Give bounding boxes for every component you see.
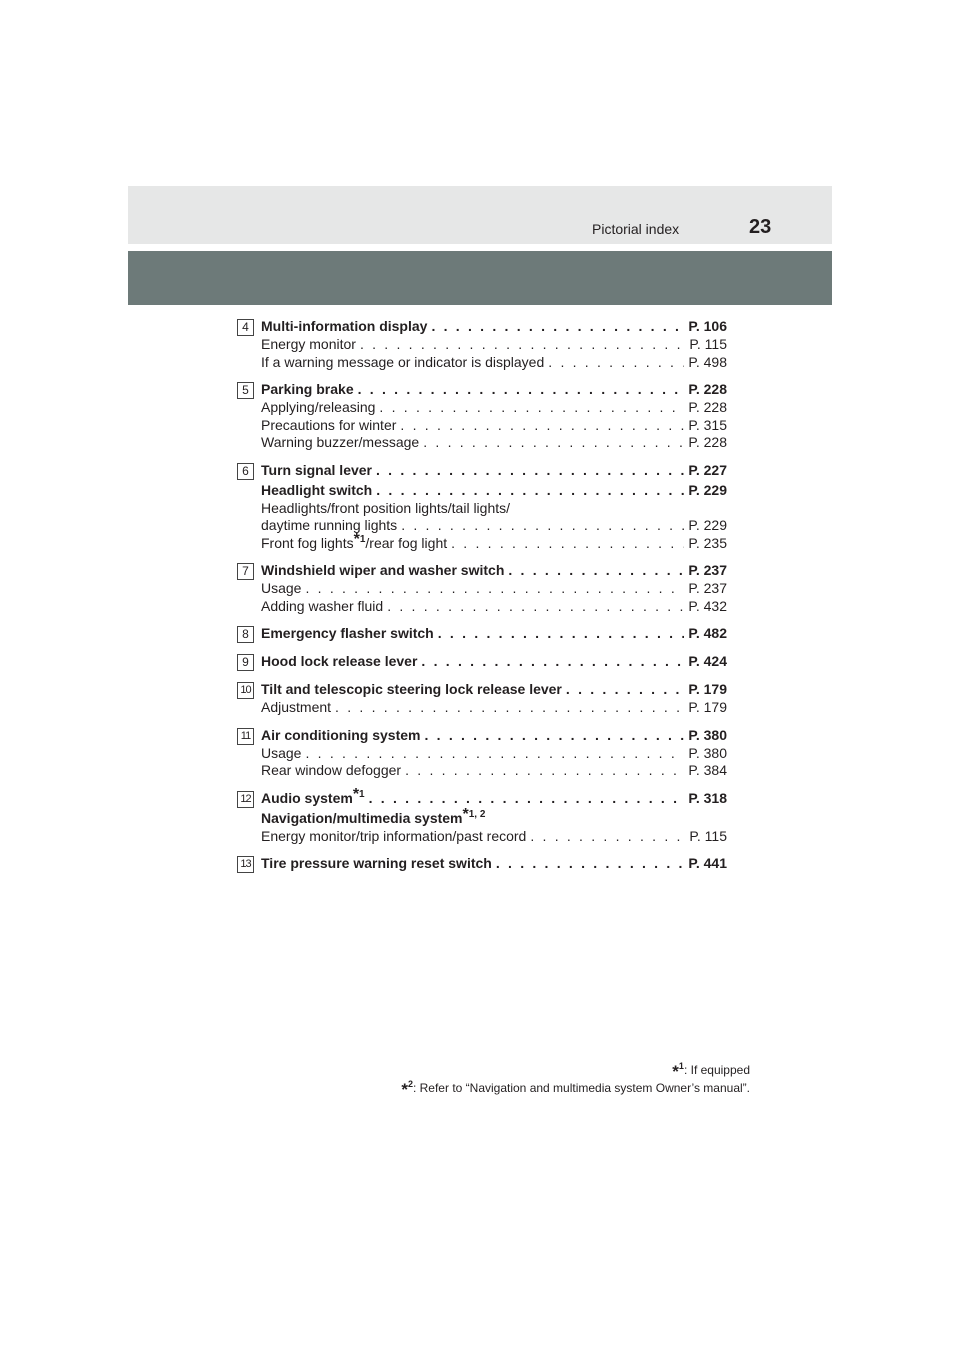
entry-text: Adding washer fluid [261,597,384,614]
entry-label [261,828,526,846]
callout-number: 8 [237,626,254,643]
callout-number: 10 [237,682,254,699]
dot-leader [360,336,685,354]
page-reference[interactable]: P. 424 [688,653,727,669]
dot-leader [335,699,684,717]
page-reference[interactable]: P. 115 [689,827,727,844]
entry-label [261,480,372,500]
footnote-ref: *1 [353,530,366,548]
entry-label [261,725,420,745]
page-reference[interactable]: P. 228 [688,381,727,397]
callout-number: 12 [237,791,254,808]
entry-label [261,580,301,598]
entry-text: Front fog lights [261,534,354,551]
page-reference[interactable]: P. 482 [688,625,727,641]
entry-label [261,460,372,480]
entry-text: Navigation/multimedia system [261,809,463,826]
entry-text: Usage [261,744,302,761]
section-title: Pictorial index [592,221,680,237]
dot-leader [387,598,684,616]
index-entry[interactable] [261,805,727,828]
entry-label [261,434,419,452]
index-group [237,316,727,371]
page-reference[interactable]: P. 115 [689,336,727,352]
dot-leader [530,828,685,846]
index-group [237,725,727,780]
index-group [237,460,727,553]
index-entry[interactable] [261,354,727,372]
entry-text: Adjustment [261,699,332,715]
index-entry[interactable] [261,828,727,846]
index-entries [237,316,727,881]
dot-leader [566,679,684,699]
entry-text: Precautions for winter [261,416,397,433]
page-reference[interactable]: P. 441 [688,855,727,871]
index-entry[interactable] [261,725,727,745]
index-entry[interactable] [261,417,727,435]
dot-leader [423,434,684,452]
entry-text: Audio system [261,789,353,806]
footnote-ref: *1, 2 [462,805,486,823]
entry-label [261,805,486,826]
page-reference[interactable]: P. 179 [688,699,727,715]
entry-label [261,762,401,780]
index-entry[interactable] [261,699,727,717]
dot-leader [379,399,684,417]
entry-text: Tire pressure warning reset switch [261,855,492,871]
index-entry[interactable] [261,785,727,808]
footnote-ref: *1 [352,785,365,803]
entry-label [261,354,544,372]
dot-leader [376,460,684,480]
entry-label [261,785,365,808]
index-group [237,853,727,873]
entry-label [261,679,562,699]
index-entry[interactable] [261,651,727,671]
entry-text: Warning buzzer/message [261,434,420,450]
page-reference[interactable]: P. 228 [688,399,727,415]
page-reference[interactable]: P. 229 [688,517,727,533]
index-entry[interactable] [261,853,727,873]
callout-number: 9 [237,654,254,671]
callout-number: 7 [237,563,254,580]
dot-leader [451,535,684,553]
entry-label [261,623,434,643]
footnote: *$^1$: If equipped [672,1061,750,1081]
index-group [237,785,727,846]
index-entry[interactable] [261,336,727,354]
index-entry[interactable] [261,560,727,580]
index-group [237,379,727,452]
entry-text: Emergency flasher switch [261,625,434,641]
page-reference[interactable]: P. 380 [688,744,727,761]
entry-label [261,336,356,354]
page-reference[interactable]: P. 228 [688,434,727,450]
callout-number: 13 [237,856,254,873]
entry-label [261,560,504,580]
entry-label [261,517,397,535]
page-reference[interactable]: P. 229 [688,481,727,498]
callout-number: 6 [237,463,254,480]
entry-text: Headlight switch [261,481,373,498]
index-entry[interactable] [261,762,727,780]
entry-label [261,379,354,399]
entry-text: Multi-information display [261,318,428,334]
entry-text: daytime running lights [261,517,398,533]
index-entry[interactable] [261,480,727,500]
entry-label [261,530,448,553]
header-band [128,251,832,305]
entry-text: Applying/releasing [261,399,376,415]
index-entry[interactable] [261,399,727,417]
entry-text: Air conditioning system [261,726,421,743]
dot-leader [438,623,685,643]
page-reference[interactable]: P. 384 [688,762,727,778]
entry-text: Hood lock release lever [261,653,418,669]
entry-text: Tilt and telescopic steering lock release lever [261,681,562,697]
page-reference[interactable]: P. 235 [688,534,727,551]
entry-label [261,417,396,435]
index-group [237,560,727,615]
entry-text: Windshield wiper and washer switch [261,562,505,578]
index-entry[interactable] [261,580,727,598]
dot-leader [401,517,684,535]
dot-leader [421,651,684,671]
index-entry[interactable] [261,745,727,763]
entry-label [261,598,383,616]
page-reference[interactable]: P. 315 [688,416,727,433]
dot-leader [369,788,685,808]
dot-leader [548,354,684,372]
entry-label [261,853,492,873]
page-reference[interactable]: P. 237 [688,562,727,578]
index-entry[interactable] [261,517,727,535]
page-reference[interactable]: P. 380 [688,726,727,743]
entry-text: Usage [261,580,302,596]
entry-text: Energy monitor/trip information/past record [261,827,527,844]
entry-text: Energy monitor [261,336,356,352]
entry-label [261,651,417,671]
page-reference[interactable]: P. 227 [688,461,727,478]
index-entry[interactable] [261,598,727,616]
index-group [237,651,727,671]
entry-text: Parking brake [261,381,354,397]
dot-leader [496,853,684,873]
entry-label [261,316,427,336]
footnote: *$^2$: Refer to “Navigation and multimedia system Owner’s manual”. [401,1079,750,1099]
index-group [237,623,727,643]
entry-text: Rear window defogger [261,762,402,778]
entry-text: Turn signal lever [261,461,372,478]
dot-leader [376,480,684,500]
entry-label [261,745,301,763]
dot-leader [305,745,684,763]
dot-leader [431,316,684,336]
index-entry[interactable] [261,530,727,553]
page-reference[interactable]: P. 498 [688,353,727,370]
index-entry[interactable] [261,460,727,480]
callout-number: 4 [237,319,254,336]
dot-leader [405,762,684,780]
header-bar [128,186,832,244]
page-reference[interactable]: P. 237 [688,580,727,596]
entry-text: Headlights/front position lights/tail lights/ [261,499,511,516]
entry-label [261,500,510,516]
dot-leader [400,417,684,435]
entry-text: If a warning message or indicator is displayed [261,353,545,370]
dot-leader [305,580,684,598]
callout-number: 11 [237,728,254,745]
index-entry[interactable] [261,500,727,518]
page-reference[interactable]: P. 318 [688,789,727,806]
page-reference[interactable]: P. 106 [688,318,727,334]
index-group [237,679,727,717]
callout-number: 5 [237,382,254,399]
index-entry[interactable] [261,434,727,452]
dot-leader [358,379,685,399]
dot-leader [508,560,684,580]
index-entry[interactable] [261,623,727,643]
page-number: 23 [749,216,772,238]
entry-label [261,399,375,417]
page-reference[interactable]: P. 432 [688,597,727,614]
index-entry[interactable] [261,679,727,699]
page-reference[interactable]: P. 179 [688,681,727,697]
dot-leader [424,725,684,745]
index-entry[interactable] [261,379,727,399]
entry-label [261,699,331,717]
footnotes [401,1062,750,1098]
entry-text-suffix: /rear fog light [365,534,448,551]
index-entry[interactable] [261,316,727,336]
